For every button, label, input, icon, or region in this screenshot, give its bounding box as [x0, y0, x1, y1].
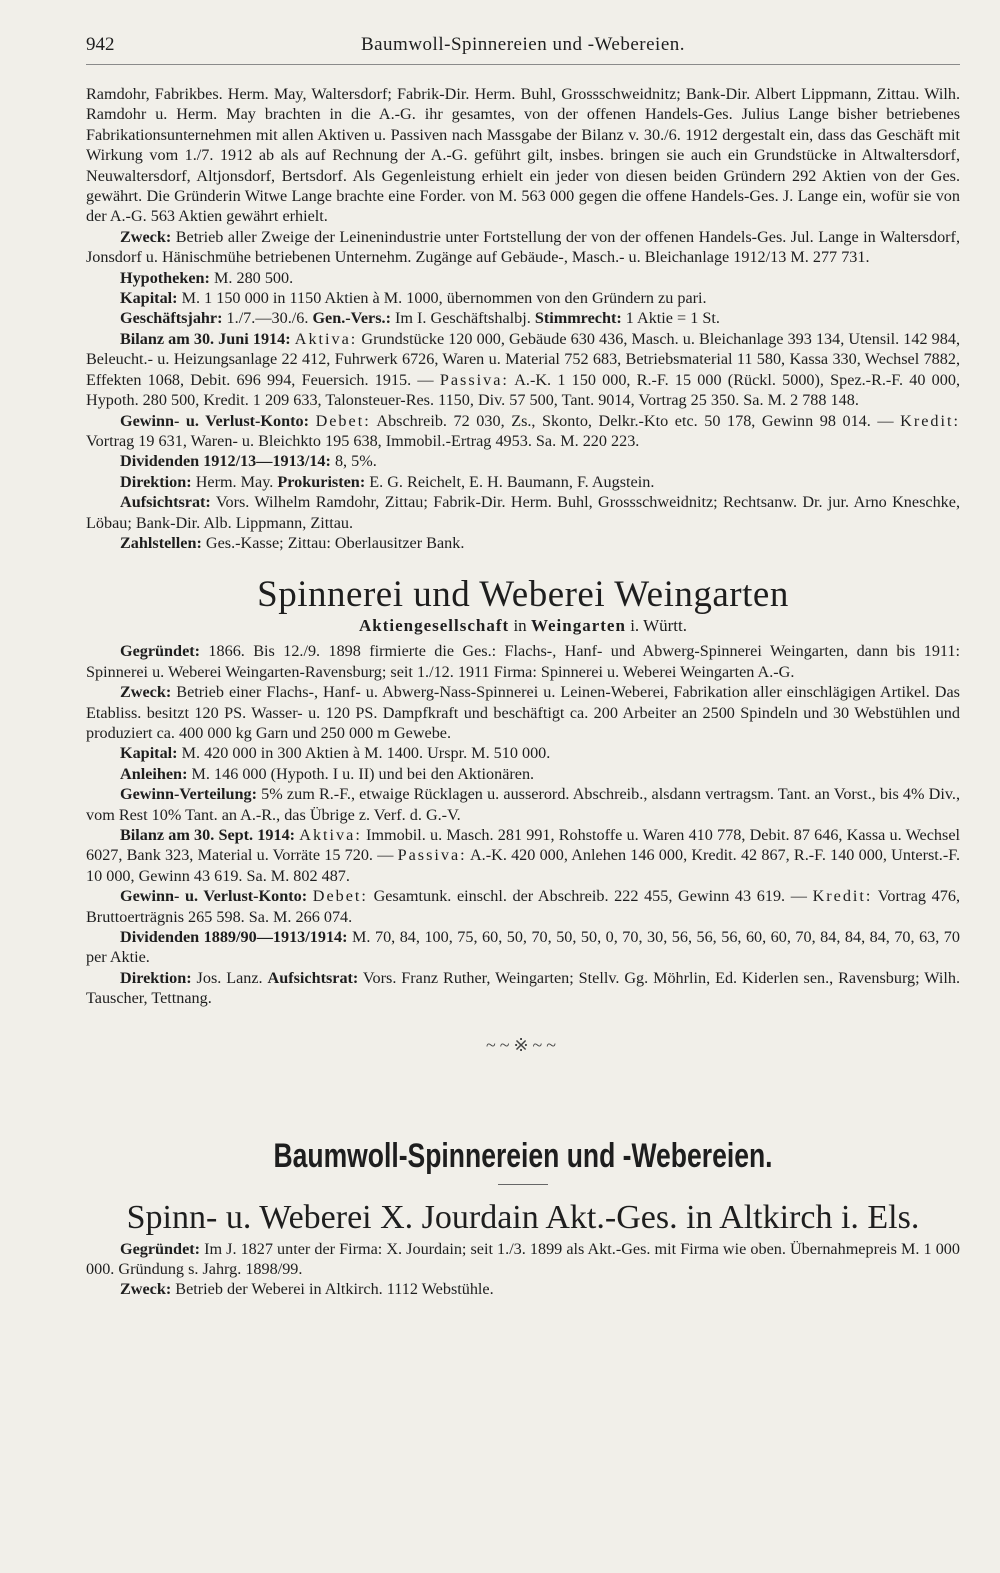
subtitle-part: i. Württ. — [625, 616, 688, 636]
paragraph-gegruendet — [86, 641, 960, 682]
field-label: Gewinn- u. Verlust-Konto: — [120, 887, 308, 906]
field-label: Zahlstellen: — [120, 533, 202, 552]
entry-weingarten — [86, 575, 960, 1055]
field-text: Vors. Franz Ruther, Weingarten; Stellv. Gg. Möhrlin, Ed. Kiderlen sen., Ravensburg; Wilh. Tauscher, Tettnang. — [86, 968, 961, 1008]
field-text: M. 1 150 000 in 1150 Aktien à M. 1000, übernommen von den Gründern zu pari. — [177, 289, 707, 308]
field-text: Jos. Lanz. — [191, 968, 268, 987]
field-label: Direktion: — [120, 968, 192, 987]
field-label: Aufsichtsrat: — [120, 493, 211, 512]
field-label: Zweck: — [120, 227, 172, 246]
field-label: Anleihen: — [120, 764, 188, 783]
paragraph-hypotheken — [86, 268, 960, 288]
field-text: Vors. Wilhelm Ramdohr, Zittau; Fabrik-Dir. Herm. Buhl, Grossschweidnitz; Rechtsanw. Dr. jur. Arno Kneschke, Löbau; Bank-Dir. Alb. Lippmann, Zittau. — [86, 493, 960, 532]
subtitle-part: Weingarten — [530, 616, 626, 636]
field-text: Vortrag 19 631, Waren- u. Bleichkto 195 638, Immobil.-Ertrag 4953. Sa. M. 220 223. — [86, 431, 640, 450]
paragraph-kapital — [86, 743, 960, 763]
paragraph-text: Ramdohr, Fabrikbes. Herm. May, Waltersdorf; Fabrik-Dir. Herm. Buhl, Grossschweidnitz; Bank-Dir. Albert Lippmann, Zittau. Wilh. Ramdohr u. Herm. May brachten in die A.-G. ihr gesamtes, von der offenen Handels-Ges. Julius Lange bisher betriebenes Fabrikationsunternehmen mit allen Aktiven u. Passiven nach Massgabe der Bilanz v. 30./6. 1912 dergestalt ein, dass das Geschäft mit Wirkung vom 1./7. 1912 ab als auf Rechnung der A.-G. geführt gilt, insbes. bringen sie auch ein Grundstücke in Altwaltersdorf, Neuwaltersdorf, Altjonsdorf, Bertsdorf. Als Gegenleistung erhielt ein jeder von diesen beiden Gründern 292 Aktien von der Ges. gewährt. Die Gründerin Witwe Lange brachte eine Forder. von M. 563 000 gegen die offene Handels-Ges. J. Lange ein, wofür sie von der A.-G. 563 Aktien gewährt erhielt. — [86, 85, 960, 226]
spaced-label: Aktiva: — [299, 826, 362, 844]
company-subtitle — [86, 615, 960, 637]
subtitle-part: Aktiengesellschaft — [358, 616, 510, 636]
paragraph-geschaeftsjahr — [86, 308, 960, 328]
section-rule — [498, 1184, 548, 1185]
spaced-label: Debet: — [315, 411, 371, 430]
field-label: Dividenden 1912/13—1913/14: — [120, 452, 331, 471]
field-text: Gesamtunk. einschl. der Abschreib. 222 455, Gewinn 43 619. — — [367, 887, 813, 906]
paragraph-zweck — [86, 227, 960, 268]
field-text: 1 Aktie = 1 St. — [621, 309, 720, 328]
page-header — [86, 34, 960, 64]
field-text: Betrieb einer Flachs-, Hanf- u. Abwerg-Nass-Spinnerei u. Leinen-Weberei, Fabrikation aller einschlägigen Artikel. Das Etabliss. besitzt 120 PS. Wasser- u. 120 PS. Dampfkraft und beschäftigt ca. 200 Arbeiter an 2500 Spindeln und 30 Webstühlen und produziert ca. 400 000 kg Garn und 250 000 m Gewebe. — [86, 683, 960, 742]
field-text: Herm. May. — [191, 472, 278, 491]
paragraph-direktion — [86, 968, 960, 1009]
field-label: Geschäftsjahr: — [120, 309, 223, 328]
entry-jourdain — [86, 1197, 960, 1300]
paragraph-bilanz — [86, 825, 960, 886]
spaced-label: Aktiva: — [294, 329, 358, 348]
entry-continued — [86, 84, 960, 553]
field-text: M. 70, 84, 100, 75, 60, 50, 70, 50, 50, 0, 70, 30, 56, 56, 56, 60, 60, 70, 84, 84, 84, 70, 63, 70 per Aktie. — [86, 928, 960, 967]
paragraph-direktion — [86, 472, 960, 492]
field-label: Gegründet: — [120, 642, 201, 661]
field-text: 1866. Bis 12./9. 1898 firmierte die Ges.: Flachs-, Hanf- und Abwerg-Spinnerei Weingarten, dann bis 1911: Spinnerei u. Weberei Weingarten-Ravensburg; seit 1./12. 1911 Firma: Spinnerei u. Weberei Weingarten A.-G. — [86, 642, 960, 681]
field-text: Immobil. u. Masch. 281 991, Rohstoffe u. Waren 410 778, Debit. 87 646, Kassa u. Wechsel 6027, Bank 323, Material u. Vorräte 15 720. — — [86, 826, 961, 865]
paragraph-dividenden — [86, 927, 960, 968]
field-label: Hypotheken: — [120, 268, 210, 287]
paragraph — [86, 84, 960, 227]
field-text: Im I. Geschäftshalbj. — [390, 309, 535, 328]
paragraph-bilanz — [86, 329, 960, 411]
paragraph-gewinn-verteilung — [86, 784, 960, 825]
field-text: Abschreib. 72 030, Zs., Skonto, Delkr.-Kto etc. 50 178, Gewinn 98 014. — — [370, 411, 901, 430]
paragraph-gewinn-verlust — [86, 411, 960, 452]
spaced-label: Passiva: — [439, 370, 509, 389]
field-text: Ges.-Kasse; Zittau: Oberlausitzer Bank. — [201, 533, 465, 552]
company-title: Spinn- u. Weberei X. Jourdain Akt.-Ges. in Altkirch i. Els. — [126, 1198, 920, 1236]
ornament-divider: ~~※~~ — [485, 1034, 561, 1055]
field-text: A.-K. 1 150 000, R.-F. 15 000 (Rückl. 5000), Spez.-R.-F. 40 000, Hypoth. 280 500, Kredit. 1 209 633, Talonsteuer-Res. 1150, Div. 57 500, Tant. 9014, Vortrag 25 350. Sa. M. 2 788 148. — [86, 370, 961, 410]
field-text: M. 146 000 (Hypoth. I u. II) und bei den Aktionären. — [187, 764, 535, 783]
field-text: E. G. Reichelt, E. H. Baumann, F. Augstein. — [365, 472, 655, 491]
field-label: Zweck: — [120, 1280, 172, 1299]
field-label: Direktion: — [120, 472, 192, 491]
paragraph-gewinn-verlust — [86, 886, 960, 927]
field-text: 5% zum R.-F., etwaige Rücklagen u. ausserord. Abschreib., alsdann vertragsm. Tant. an Vorst., bis 4% Div., vom Rest 10% Tant. an A.-R., das Übrige z. Verf. d. G.-V. — [86, 785, 960, 824]
field-label: Kapital: — [120, 744, 178, 763]
field-text: M. 280 500. — [209, 268, 294, 287]
paragraph-gegruendet — [86, 1239, 960, 1280]
field-text: 8, 5%. — [330, 452, 377, 471]
field-label: Bilanz am 30. Juni 1914: — [120, 329, 291, 348]
field-text: 1./7.—30./6. — [222, 309, 313, 328]
field-text: Im J. 1827 unter der Firma: X. Jourdain; seit 1./3. 1899 als Akt.-Ges. mit Firma wie oben. Übernahmepreis M. 1 000 000. Gründung s. Jahrg. 1898/99. — [86, 1239, 960, 1279]
field-label: Prokuristen: — [277, 472, 366, 491]
field-label: Stimmrecht: — [534, 309, 622, 328]
subtitle-part: in — [509, 616, 531, 636]
field-text: M. 420 000 in 300 Aktien à M. 1400. Urspr. M. 510 000. — [177, 744, 551, 763]
paragraph-dividenden — [86, 451, 960, 471]
field-text: Vortrag 476, Bruttoerträgnis 265 598. Sa. M. 266 074. — [86, 887, 960, 926]
field-label: Gen.-Vers.: — [312, 309, 391, 328]
paragraph-zweck — [86, 682, 960, 743]
field-label: Kapital: — [120, 289, 178, 308]
paragraph-aufsichtsrat — [86, 492, 960, 533]
page-body — [86, 84, 960, 1300]
field-label: Bilanz am 30. Sept. 1914: — [120, 826, 296, 844]
field-label: Aufsichtsrat: — [267, 968, 359, 987]
paragraph-zahlstellen — [86, 533, 960, 553]
section-title: Baumwoll-Spinnereien und -Webereien. — [273, 1136, 773, 1175]
field-text: Betrieb aller Zweige der Leinenindustrie unter Fortstellung der von der offenen Handels-Ges. Jul. Lange in Waltersdorf, Jonsdorf u. Hänischmühe betriebenen Unternehm. Zugänge auf Gebäude-, Masch.- u. Bleichanlage 1912/13 M. 277 731. — [86, 227, 960, 267]
field-label: Gewinn-Verteilung: — [120, 785, 257, 804]
field-label: Gegründet: — [120, 1239, 201, 1258]
paragraph-anleihen — [86, 764, 960, 784]
page-number: 942 — [86, 34, 115, 55]
paragraph-zweck — [86, 1279, 960, 1299]
field-label: Zweck: — [120, 683, 172, 702]
field-text: Grundstücke 120 000, Gebäude 630 436, Masch. u. Bleichanlage 393 134, Utensil. 142 984, Beleucht.- u. Heizungsanlage 22 412, Fuhrwerk 6726, Waren u. Material 752 683, Betriebsmaterial 11 580, Kassa 330, Wechsel 7882, Effekten 1068, Debit. 696 994, Feuersich. 1915. — — [86, 329, 961, 389]
paragraph-kapital — [86, 288, 960, 308]
spaced-label: Kredit: — [812, 887, 873, 906]
field-label: Dividenden 1889/90—1913/1914: — [120, 928, 348, 947]
spaced-label: Passiva: — [397, 846, 467, 865]
company-title: Spinnerei und Weberei Weingarten — [257, 574, 789, 616]
spaced-label: Debet: — [312, 887, 368, 906]
field-label: Gewinn- u. Verlust-Konto: — [120, 411, 309, 430]
field-text: A.-K. 420 000, Anlehen 146 000, Kredit. 42 867, R.-F. 140 000, Unterst.-F. 10 000, Gewinn 43 619. Sa. M. 802 487. — [86, 846, 960, 885]
field-text: Betrieb der Weberei in Altkirch. 1112 Webstühle. — [171, 1280, 494, 1299]
running-title: Baumwoll-Spinnereien und -Webereien. — [360, 34, 686, 55]
header-rule — [86, 64, 960, 65]
spaced-label: Kredit: — [900, 411, 961, 430]
